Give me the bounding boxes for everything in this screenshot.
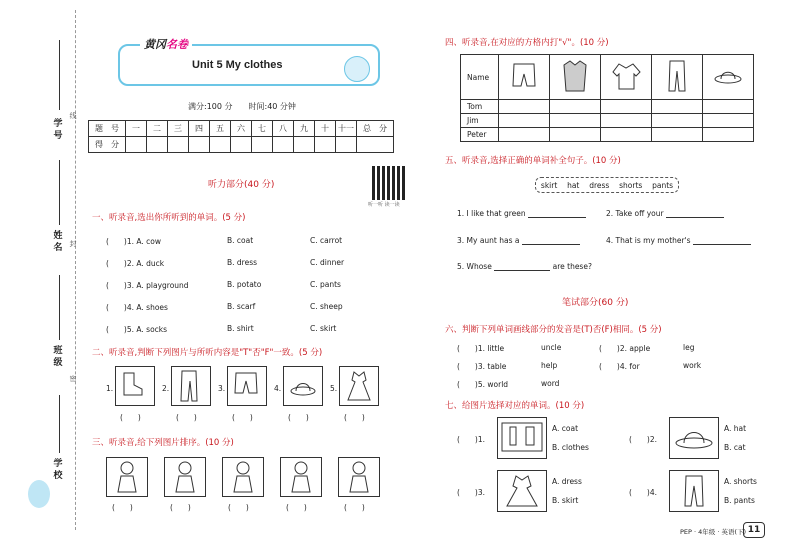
page-title: Unit 5 My clothes — [192, 59, 283, 71]
score-cell[interactable] — [189, 137, 210, 153]
section-7-title: 七、给图片选择对应的单词。(10 分) — [445, 401, 585, 411]
choice-option-a[interactable]: ( )3. A. playground — [106, 281, 189, 290]
fill-question-4: 4. That is my mother's — [606, 236, 751, 245]
tick-cell[interactable] — [601, 100, 652, 114]
sound-judge-item[interactable]: ( )3. table — [457, 362, 507, 371]
tick-cell[interactable] — [499, 114, 550, 128]
score-cell[interactable] — [294, 137, 315, 153]
section-1-title: 一、听录音,选出你所听到的单词。(5 分) — [92, 213, 246, 223]
score-time-line: 满分:100 分 时间:40 分钟 — [188, 102, 296, 111]
student-id-label: 学号 — [53, 119, 63, 141]
score-header-cell: 一 — [126, 121, 147, 137]
choice-option-b[interactable]: B. potato — [227, 280, 262, 289]
tick-cell[interactable] — [550, 128, 601, 142]
picture-choice-number[interactable]: ( )2. — [629, 435, 658, 444]
pants-picture — [652, 55, 703, 100]
answer-blank[interactable] — [494, 270, 550, 271]
picture-choice-number[interactable]: ( )4. — [629, 488, 658, 497]
answer-paren[interactable]: ( ) — [170, 503, 191, 512]
option-a[interactable]: A. coat — [552, 424, 579, 433]
answer-paren[interactable]: ( ) — [120, 413, 141, 422]
choice-option-a[interactable]: ( )5. A. socks — [106, 325, 168, 334]
brand-logo: 黄冈名卷 — [140, 36, 192, 52]
compare-word: leg — [683, 343, 695, 352]
seal-hint: 封 — [69, 240, 77, 248]
picture-number: 2. — [162, 384, 170, 393]
choice-option-b[interactable]: B. scarf — [227, 302, 256, 311]
tick-grid — [460, 54, 754, 142]
score-label: 得 分 — [89, 137, 126, 153]
tick-cell[interactable] — [499, 100, 550, 114]
tick-cell[interactable] — [652, 114, 703, 128]
fill-question-2: 2. Take off your — [606, 209, 724, 218]
line-hint: 线 — [69, 112, 77, 120]
answer-paren[interactable]: ( ) — [176, 413, 197, 422]
row-name-peter: Peter — [461, 128, 499, 142]
answer-paren[interactable]: ( ) — [344, 503, 365, 512]
score-cell[interactable] — [315, 137, 336, 153]
score-cell[interactable] — [231, 137, 252, 153]
score-table — [88, 120, 394, 153]
tick-cell[interactable] — [499, 128, 550, 142]
tick-cell[interactable] — [550, 114, 601, 128]
choice-option-a[interactable]: ( )4. A. shoes — [106, 303, 168, 312]
scene-picture — [280, 457, 322, 497]
writing-part-title: 笔试部分(60 分) — [562, 298, 629, 308]
sound-judge-item[interactable]: ( )5. world — [457, 380, 509, 389]
choice-option-b[interactable]: B. coat — [227, 236, 254, 245]
choice-option-b[interactable]: B. shirt — [227, 324, 254, 333]
tick-cell[interactable] — [703, 114, 754, 128]
answer-paren[interactable]: ( ) — [232, 413, 253, 422]
score-cell[interactable] — [210, 137, 231, 153]
score-header-cell: 八 — [273, 121, 294, 137]
choice-option-b[interactable]: B. dress — [227, 258, 258, 267]
fill-question-5: 5. Whose are these? — [457, 262, 592, 271]
score-cell[interactable] — [147, 137, 168, 153]
sound-judge-item[interactable]: ( )1. little — [457, 344, 505, 353]
section-2-title: 二、听录音,判断下列图片与所听内容是"T"否"F"一致。(5 分) — [92, 348, 323, 358]
choice-option-c[interactable]: C. skirt — [310, 324, 337, 333]
answer-paren[interactable]: ( ) — [112, 503, 133, 512]
option-b[interactable]: B. pants — [724, 496, 755, 505]
tick-cell[interactable] — [652, 128, 703, 142]
score-header-cell: 五 — [210, 121, 231, 137]
score-cell[interactable] — [252, 137, 273, 153]
compare-word: word — [541, 379, 560, 388]
score-cell[interactable] — [357, 137, 394, 153]
choice-option-a[interactable]: ( )2. A. duck — [106, 259, 165, 268]
answer-paren[interactable]: ( ) — [286, 503, 307, 512]
binding-dashed-line — [75, 10, 76, 530]
score-header-cell: 二 — [147, 121, 168, 137]
close-hint: 密 — [69, 375, 77, 383]
section-6-title: 六、判断下列单词画线部分的发音是(T)否(F)相同。(5 分) — [445, 325, 662, 335]
score-header-cell: 题 号 — [89, 121, 126, 137]
sound-judge-item[interactable]: ( )2. apple — [599, 344, 651, 353]
name-blank — [59, 160, 60, 225]
footer-text: PEP · 4年级 · 英语(下) — [680, 528, 747, 536]
choice-option-c[interactable]: C. sheep — [310, 302, 343, 311]
answer-paren[interactable]: ( ) — [344, 413, 365, 422]
score-cell[interactable] — [126, 137, 147, 153]
tick-cell[interactable] — [652, 100, 703, 114]
fill-question-1: 1. I like that green — [457, 209, 586, 218]
choice-option-c[interactable]: C. carrot — [310, 236, 343, 245]
option-b[interactable]: B. cat — [724, 443, 746, 452]
class-blank — [59, 275, 60, 340]
sock-picture — [115, 366, 155, 406]
qr-code[interactable] — [372, 166, 406, 200]
shorts-picture — [227, 366, 267, 406]
option-a[interactable]: A. dress — [552, 477, 582, 486]
word-bank-item: hat — [567, 180, 580, 190]
jacket-picture — [601, 55, 652, 100]
answer-paren[interactable]: ( ) — [228, 503, 249, 512]
scene-picture — [338, 457, 380, 497]
section-3-title: 三、听录音,给下列图片排序。(10 分) — [92, 438, 234, 448]
name-label: 姓名 — [53, 231, 63, 253]
compare-word: help — [541, 361, 558, 370]
clothes-rack-picture — [497, 417, 547, 459]
option-b[interactable]: B. clothes — [552, 443, 589, 452]
hat-picture — [703, 55, 754, 100]
option-a[interactable]: A. shorts — [724, 477, 757, 486]
score-cell[interactable] — [336, 137, 357, 153]
choice-option-c[interactable]: C. pants — [310, 280, 341, 289]
score-header-cell: 九 — [294, 121, 315, 137]
word-bank-item: skirt — [540, 180, 558, 190]
scene-picture — [222, 457, 264, 497]
name-header: Name — [461, 55, 499, 100]
choice-option-c[interactable]: C. dinner — [310, 258, 345, 267]
fill-question-3: 3. My aunt has a — [457, 236, 580, 245]
score-header-cell: 三 — [168, 121, 189, 137]
picture-number: 4. — [274, 384, 282, 393]
tick-cell[interactable] — [550, 100, 601, 114]
answer-blank[interactable] — [522, 244, 580, 245]
qr-caption: 听一听 读一读 — [368, 202, 400, 208]
picture-number: 1. — [106, 384, 114, 393]
score-header-cell: 四 — [189, 121, 210, 137]
school-blank — [59, 395, 60, 453]
score-header-cell: 七 — [252, 121, 273, 137]
answer-blank[interactable] — [693, 244, 751, 245]
option-b[interactable]: B. skirt — [552, 496, 579, 505]
page-number: 11 — [743, 522, 765, 538]
listening-part-title: 听力部分(40 分) — [208, 180, 275, 190]
score-header-cell: 总 分 — [357, 121, 394, 137]
score-cell[interactable] — [168, 137, 189, 153]
score-header-cell: 十 — [315, 121, 336, 137]
shorts-picture — [499, 55, 550, 100]
score-header-cell: 六 — [231, 121, 252, 137]
student-id-blank — [59, 40, 60, 110]
tick-cell[interactable] — [703, 100, 754, 114]
tick-cell[interactable] — [601, 128, 652, 142]
word-bank — [535, 177, 679, 193]
tick-cell[interactable] — [703, 128, 754, 142]
coat-picture — [550, 55, 601, 100]
picture-choice-number[interactable]: ( )3. — [457, 488, 486, 497]
school-label: 学校 — [53, 459, 63, 481]
word-bank-item: dress — [589, 180, 610, 190]
section-5-title: 五、听录音,选择正确的单词补全句子。(10 分) — [445, 156, 621, 166]
rabbit-icon — [344, 56, 370, 82]
choice-option-a[interactable]: ( )1. A. cow — [106, 237, 162, 246]
option-a[interactable]: A. hat — [724, 424, 747, 433]
picture-number: 3. — [218, 384, 226, 393]
answer-blank[interactable] — [528, 217, 586, 218]
compare-word: uncle — [541, 343, 562, 352]
answer-paren[interactable]: ( ) — [288, 413, 309, 422]
word-bank-item: pants — [652, 180, 674, 190]
picture-choice-number[interactable]: ( )1. — [457, 435, 486, 444]
mascot-icon — [28, 480, 50, 508]
row-name-tom: Tom — [461, 100, 499, 114]
score-header-cell: 十一 — [336, 121, 357, 137]
picture-number: 5. — [330, 384, 338, 393]
scene-picture — [164, 457, 206, 497]
scene-picture — [106, 457, 148, 497]
sound-judge-item[interactable]: ( )4. for — [599, 362, 640, 371]
pants-picture — [669, 470, 719, 512]
hat-picture — [283, 366, 323, 406]
row-name-jim: Jim — [461, 114, 499, 128]
answer-blank[interactable] — [666, 217, 724, 218]
pants-picture — [171, 366, 211, 406]
dress-picture — [339, 366, 379, 406]
score-cell[interactable] — [273, 137, 294, 153]
hat-picture — [669, 417, 719, 459]
dress-picture — [497, 470, 547, 512]
class-label: 班级 — [53, 346, 63, 368]
tick-cell[interactable] — [601, 114, 652, 128]
word-bank-item: shorts — [619, 180, 643, 190]
compare-word: work — [683, 361, 702, 370]
section-4-title: 四、听录音,在对应的方格内打"√"。(10 分) — [445, 38, 609, 48]
